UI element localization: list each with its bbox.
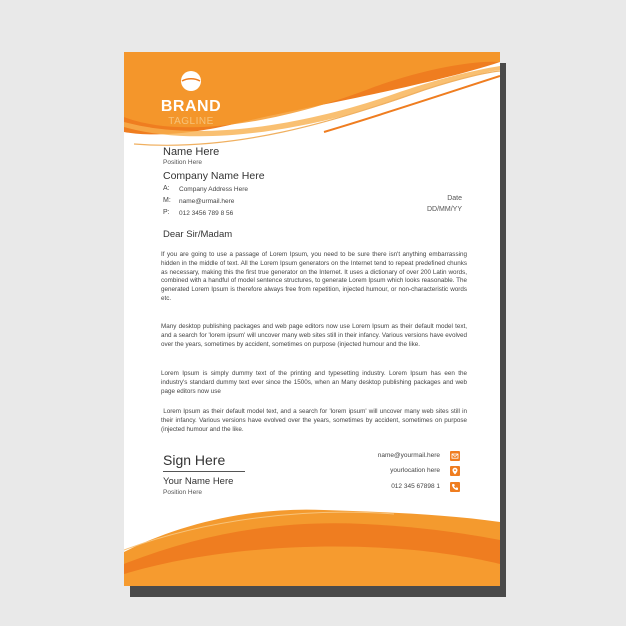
mail-label: M: bbox=[163, 197, 171, 204]
signature-line bbox=[163, 471, 245, 472]
signer-name: Your Name Here bbox=[163, 476, 234, 487]
date-label: Date bbox=[447, 195, 462, 202]
sender-name: Name Here bbox=[163, 146, 220, 158]
location-icon bbox=[450, 466, 460, 476]
company-name: Company Name Here bbox=[163, 170, 265, 182]
sender-position: Position Here bbox=[163, 159, 203, 166]
footer-location: yourlocation here bbox=[390, 467, 440, 474]
brand-tagline: TAGLINE bbox=[168, 116, 214, 127]
letterhead-page bbox=[124, 52, 500, 586]
address-label: A: bbox=[163, 185, 170, 192]
signature: Sign Here bbox=[163, 452, 226, 468]
body-paragraph-2: Many desktop publishing packages and web page editors now use Lorem Ipsum as their default model text, and a search for 'lorem ipsum' will uncover many web sites still in their infancy. Various versions have evolved over the years, sometimes by accident, sometimes on purpose (injected humour and the like. bbox=[161, 323, 467, 348]
mail-icon bbox=[450, 451, 460, 461]
body-paragraph-3: Lorem Ipsum is simply dummy text of the printing and typesetting industry. Lorem Ipsum has een the industry's standard dummy text ever since the 1500s, when an Many desktop publishing packages and web page editors now use bbox=[161, 370, 467, 395]
phone-icon bbox=[450, 482, 460, 492]
greeting: Dear Sir/Madam bbox=[163, 229, 233, 240]
body-paragraph-1: If you are going to use a passage of Lorem Ipsum, you need to be sure there isn't anything embarrassing hidden in the middle of text. All the Lorem Ipsum generators on the Internet tend to repeat predefined chunks as necessary, making this the first true generator on the Internet. It uses a dictionary of over 200 Latin words, combined with a handful of model sentence structures, to generate Lorem Ipsum which looks reasonable. The generated Lorem Ipsum is therefore always free from repetition, injected humour, or non-characteristic words etc. bbox=[161, 251, 467, 302]
address-value: Company Address Here bbox=[179, 186, 249, 193]
footer-wave bbox=[124, 52, 500, 586]
brand-logo bbox=[151, 71, 231, 131]
logo-mark-icon bbox=[181, 71, 201, 91]
footer-phone: 012 345 67898 1 bbox=[391, 483, 440, 490]
signer-position: Position Here bbox=[163, 489, 203, 496]
body-paragraph-4: Lorem Ipsum as their default model text, and a search for 'lorem ipsum' will uncover many web sites still in their infancy. Various versions have evolved over the years, sometimes by accident, sometimes on purpose (injected humour and the like. bbox=[161, 408, 469, 433]
date-value: DD/MM/YY bbox=[427, 206, 462, 213]
footer-email: name@yourmail.here bbox=[377, 452, 440, 459]
phone-label: P: bbox=[163, 209, 170, 216]
phone-value: 012 3456 789 8 56 bbox=[179, 210, 234, 217]
brand-name: BRAND bbox=[160, 98, 222, 115]
mail-value: name@urmail.here bbox=[179, 198, 235, 205]
